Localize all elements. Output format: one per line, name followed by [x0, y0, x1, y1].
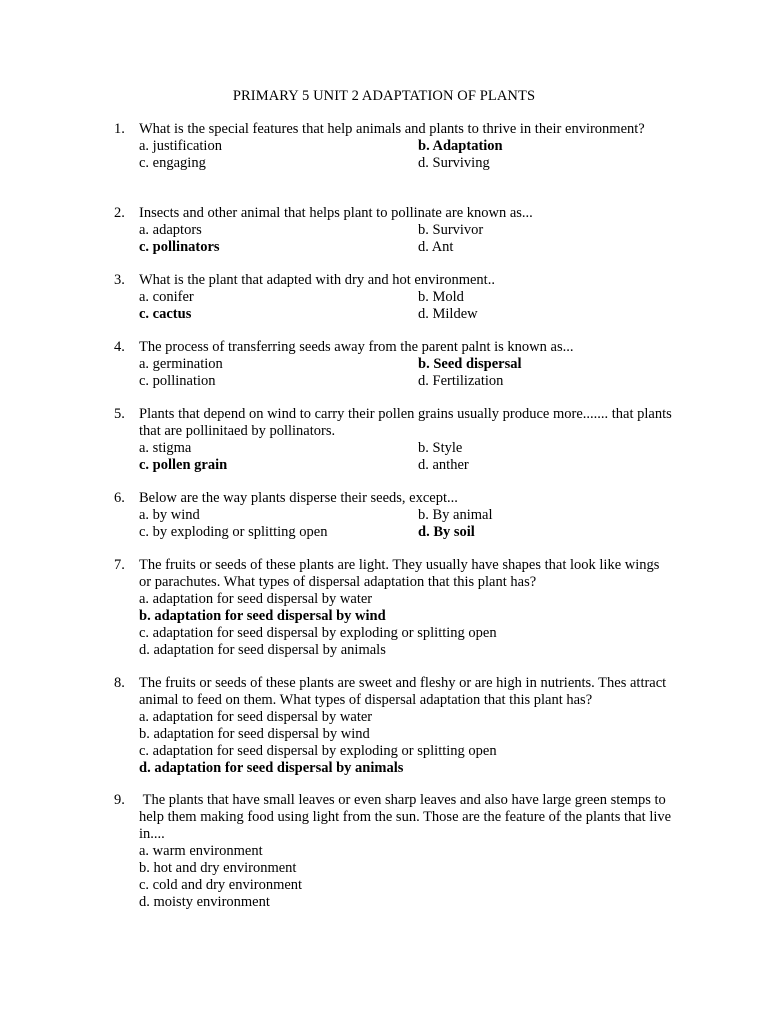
option-c: c. adaptation for seed dispersal by exploding or splitting open: [139, 743, 497, 759]
option-d: d. anther: [418, 457, 469, 473]
question-text: Below are the way plants disperse their seeds, except...: [139, 490, 458, 506]
option-d: d. moisty environment: [139, 894, 270, 910]
option-d: d. adaptation for seed dispersal by animals: [139, 642, 386, 658]
question-number: 3.: [114, 272, 125, 288]
options: [139, 356, 674, 390]
option-b-correct: b. Seed dispersal: [418, 356, 522, 372]
option-c: c. cold and dry environment: [139, 877, 303, 893]
question-text: What is the special features that help animals and plants to thrive in their environment?: [139, 121, 645, 137]
question-7: [114, 557, 674, 659]
option-a: a. adaptors: [139, 222, 202, 238]
question-4: [114, 339, 674, 390]
option-d-correct: d. By soil: [418, 524, 475, 540]
question-text: The fruits or seeds of these plants are sweet and fleshy or are high in nutrients. Thes attract animal to feed on them. What types of dispersal adaptation that this plant has?: [139, 675, 667, 708]
option-a: a. warm environment: [139, 843, 263, 859]
question-9: [114, 792, 674, 911]
option-b: b. adaptation for seed dispersal by wind: [139, 726, 370, 742]
option-b: b. By animal: [418, 507, 493, 523]
option-c: c. by exploding or splitting open: [139, 524, 328, 540]
question-number: 9.: [114, 792, 125, 808]
option-a: a. adaptation for seed dispersal by water: [139, 709, 373, 725]
option-c: c. engaging: [139, 155, 206, 171]
question-1: [114, 121, 674, 172]
question-text: The plants that have small leaves or even sharp leaves and also have large green stemps to help them making food using light from the sun. Those are the feature of the plants that live in....: [139, 792, 675, 842]
option-d: d. Mildew: [418, 306, 478, 322]
options: [139, 222, 674, 256]
question-number: 2.: [114, 205, 125, 221]
option-a: a. by wind: [139, 507, 200, 523]
option-b: b. hot and dry environment: [139, 860, 297, 876]
question-number: 7.: [114, 557, 125, 573]
options: [139, 507, 674, 541]
option-c-correct: c. pollen grain: [139, 457, 228, 473]
options: [139, 843, 674, 911]
option-b-correct: b. Adaptation: [418, 138, 503, 154]
option-c-correct: c. cactus: [139, 306, 192, 322]
option-b: b. Survivor: [418, 222, 484, 238]
question-number: 5.: [114, 406, 125, 422]
question-number: 8.: [114, 675, 125, 691]
option-d: d. Ant: [418, 239, 454, 255]
question-number: 6.: [114, 490, 125, 506]
option-c: c. adaptation for seed dispersal by exploding or splitting open: [139, 625, 497, 641]
question-number: 1.: [114, 121, 125, 137]
option-b: b. Mold: [418, 289, 464, 305]
option-a: a. stigma: [139, 440, 192, 456]
option-d: d. Surviving: [418, 155, 490, 171]
question-number: 4.: [114, 339, 125, 355]
option-c: c. pollination: [139, 373, 216, 389]
option-a: a. justification: [139, 138, 222, 154]
page-title: PRIMARY 5 UNIT 2 ADAPTATION OF PLANTS: [232, 88, 536, 104]
question-2: [114, 205, 674, 256]
question-text: Plants that depend on wind to carry their pollen grains usually produce more....... that plants that are pollinitaed by pollinators.: [139, 406, 672, 439]
question-text: The process of transferring seeds away from the parent palnt is known as...: [139, 339, 574, 355]
question-text: The fruits or seeds of these plants are light. They usually have shapes that look like wings or parachutes. What types of dispersal adaptation that this plant has?: [139, 557, 660, 590]
question-8: [114, 675, 674, 777]
options: [139, 289, 674, 323]
option-a: a. germination: [139, 356, 223, 372]
option-d: d. Fertilization: [418, 373, 504, 389]
question-text: What is the plant that adapted with dry and hot environment..: [139, 272, 495, 288]
options: [139, 440, 674, 474]
question-5: [114, 406, 674, 474]
question-6: [114, 490, 674, 541]
options: [139, 591, 674, 659]
option-d-correct: d. adaptation for seed dispersal by animals: [139, 760, 404, 776]
question-text: Insects and other animal that helps plant to pollinate are known as...: [139, 205, 533, 221]
option-b: b. Style: [418, 440, 463, 456]
options: [139, 138, 674, 172]
options: [139, 709, 674, 777]
option-a: a. conifer: [139, 289, 194, 305]
option-a: a. adaptation for seed dispersal by water: [139, 591, 373, 607]
option-c-correct: c. pollinators: [139, 239, 220, 255]
option-b-correct: b. adaptation for seed dispersal by wind: [139, 608, 386, 624]
question-3: [114, 272, 674, 323]
